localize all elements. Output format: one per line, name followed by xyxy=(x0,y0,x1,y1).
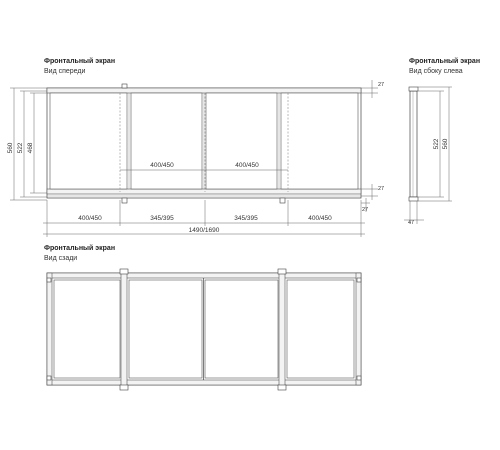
back-support-post-right xyxy=(279,270,285,388)
side-profile xyxy=(410,91,417,197)
back-clip-bottom-right xyxy=(278,385,286,390)
back-screw-tr xyxy=(357,278,361,282)
front-view-title: Фронтальный экран xyxy=(44,58,116,65)
back-screw-br xyxy=(357,376,361,380)
front-top-clip xyxy=(122,84,127,88)
front-height-dims xyxy=(7,88,47,200)
back-panel-2 xyxy=(129,280,202,378)
front-view-subtitle: Вид спереди xyxy=(44,68,86,75)
dim-seg-1: 400/450 xyxy=(78,215,102,222)
side-dim-depth: 47 xyxy=(408,220,415,226)
side-top-cap xyxy=(409,87,418,91)
side-bottom-cap xyxy=(409,197,418,201)
back-view-subtitle: Вид сзади xyxy=(44,255,78,262)
dim-height-468: 468 xyxy=(27,142,34,154)
side-view xyxy=(404,57,480,226)
front-panel-4 xyxy=(281,93,358,189)
back-panel-1 xyxy=(54,280,120,378)
front-segment-dims xyxy=(43,200,365,237)
side-view-title: Фронтальный экран xyxy=(409,58,481,65)
dim-height-522: 522 xyxy=(17,142,24,154)
front-top-rail xyxy=(47,88,361,93)
front-foot-right xyxy=(280,198,285,203)
back-right-post xyxy=(356,273,361,385)
dim-overall: 1490/1690 xyxy=(188,227,220,234)
back-top-rail xyxy=(47,273,361,278)
front-right-dims xyxy=(361,80,384,213)
dim-bottom-27: 27 xyxy=(378,186,385,192)
front-view xyxy=(7,57,384,237)
side-view-subtitle: Вид сбоку слева xyxy=(409,68,463,75)
front-foot-left xyxy=(122,198,127,203)
front-panel-3 xyxy=(206,93,277,189)
back-support-post-left xyxy=(121,270,127,388)
dim-inner-left: 400/450 xyxy=(150,162,174,169)
back-panel-3 xyxy=(205,280,278,378)
back-view-title: Фронтальный экран xyxy=(44,245,116,252)
front-panel-1 xyxy=(50,93,127,189)
back-screw-tl xyxy=(47,278,51,282)
front-panel-2 xyxy=(131,93,202,189)
dim-height-560: 560 xyxy=(7,142,14,154)
front-bottom-rail xyxy=(47,189,361,194)
side-dim-560: 560 xyxy=(442,138,449,150)
dim-seg-3: 345/395 xyxy=(234,215,258,222)
back-clip-top-left xyxy=(120,269,128,274)
dim-foot-27: 27 xyxy=(362,207,369,213)
dim-seg-2: 345/395 xyxy=(150,215,174,222)
back-bottom-rail xyxy=(47,380,361,385)
back-screw-bl xyxy=(47,376,51,380)
side-dim-522: 522 xyxy=(433,138,440,150)
back-clip-top-right xyxy=(278,269,286,274)
back-clip-bottom-left xyxy=(120,385,128,390)
back-view xyxy=(44,244,361,390)
dim-top-27: 27 xyxy=(378,82,385,88)
back-panel-4 xyxy=(287,280,354,378)
dim-seg-4: 400/450 xyxy=(308,215,332,222)
dim-inner-right: 400/450 xyxy=(235,162,259,169)
back-left-post xyxy=(47,273,52,385)
